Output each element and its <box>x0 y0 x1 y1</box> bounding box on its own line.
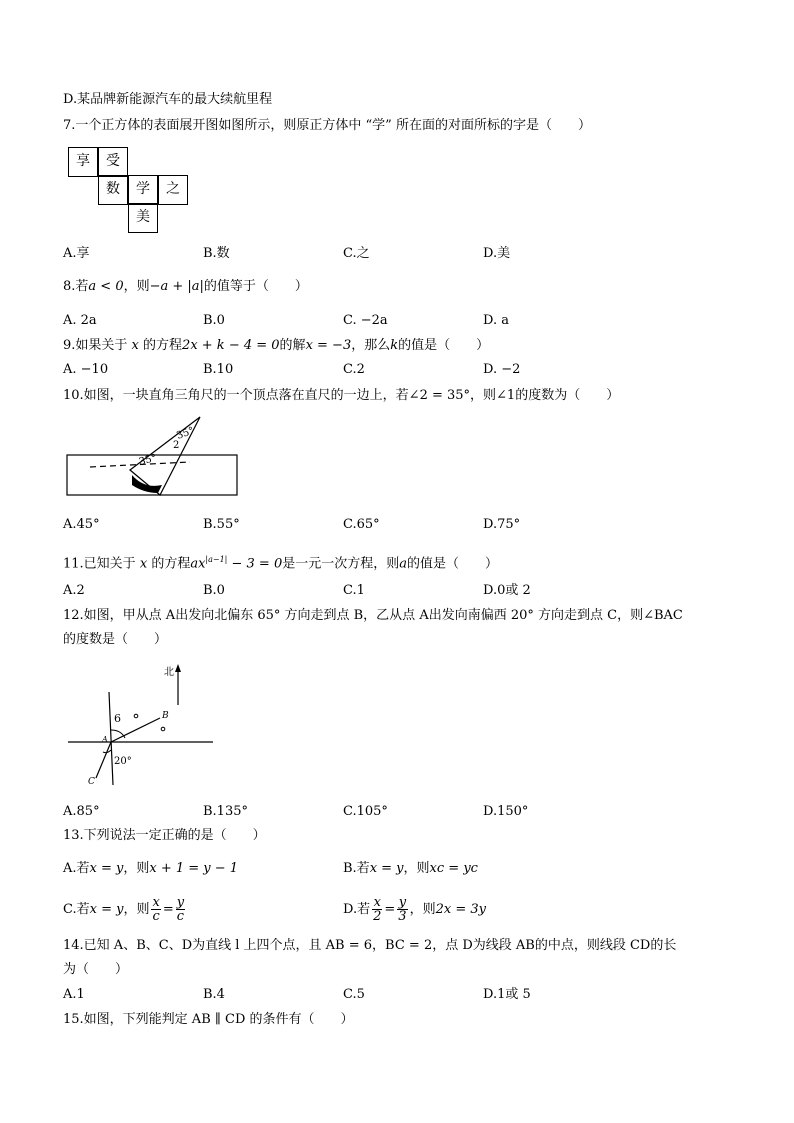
q9-option-c: C.2 <box>343 362 365 377</box>
q14-option-d: D.1或 5 <box>483 987 531 1002</box>
q12-option-d: D.150° <box>483 804 529 819</box>
q12-option-c: C.105° <box>343 804 388 819</box>
q12-stem-line2: 的度数是（ ） <box>63 632 168 647</box>
north-arrow-icon <box>175 664 181 672</box>
q9-stem: 9.如果关于 x 的方程2x + k − 4 = 0的解x = −3，那么k的值是（ ） <box>63 338 490 353</box>
q6-option-d: D.某品牌新能源汽车的最大续航里程 <box>63 92 273 107</box>
fig-label-c: C <box>88 777 95 787</box>
q9-option-a: A. −10 <box>63 362 109 377</box>
dot <box>161 727 165 731</box>
q10-option-c: C.65° <box>343 517 380 532</box>
q10-ruler-triangle-figure <box>60 415 250 505</box>
fig-label-b: B <box>162 711 169 721</box>
net-cell-3: 数 <box>98 175 128 205</box>
q8-option-a: A. 2a <box>63 313 97 328</box>
net-cell-1: 享 <box>68 147 98 177</box>
q13-option-b: B.若x = y，则xc = yc <box>343 861 478 876</box>
q8-option-c: C. −2a <box>343 313 388 328</box>
q10-option-d: D.75° <box>483 517 521 532</box>
q14-stem-line1: 14.已知 A、B、C、D为直线 l 上四个点，且 AB = 6，BC = 2，点 D为线段 AB的中点，则线段 CD的长 <box>63 938 677 953</box>
q13-option-a: A.若x = y，则x + 1 = y − 1 <box>63 861 239 876</box>
q12-direction-figure <box>68 660 218 790</box>
fig-label-6: 6 <box>114 712 121 725</box>
q7-option-d: D.美 <box>483 246 511 261</box>
q11-option-b: B.0 <box>203 583 225 598</box>
fig-label-20: 20° <box>114 756 132 767</box>
net-cell-5: 之 <box>158 175 188 205</box>
q11-option-c: C.1 <box>343 583 365 598</box>
q8-option-d: D. a <box>483 313 509 328</box>
fig-label-35-b: 35° <box>137 452 158 468</box>
q9-option-d: D. −2 <box>483 362 521 377</box>
q14-option-b: B.4 <box>203 987 225 1002</box>
ray-ac <box>96 742 111 778</box>
q7-option-b: B.数 <box>203 246 230 261</box>
q13-option-c: C.若x = y，则 $\frac{x}{c}$ = $\frac{y}{c}$ <box>63 895 185 924</box>
fig-label-35-a: 35° <box>175 425 196 442</box>
q10-stem: 10.如图，一块直角三角尺的一个顶点落在直尺的一边上，若∠2 = 35°，则∠1的度数为（ ） <box>63 388 620 403</box>
q9-option-b: B.10 <box>203 362 234 377</box>
q12-stem-line1: 12.如图，甲从点 A出发向北偏东 65° 方向走到点 B，乙从点 A出发向南偏西 20° 方向走到点 C，则∠BAC <box>63 608 683 623</box>
net-cell-6: 美 <box>128 203 158 233</box>
q14-option-a: A.1 <box>63 987 85 1002</box>
q8-option-b: B.0 <box>203 313 225 328</box>
net-cell-2: 受 <box>98 147 128 177</box>
q8-stem: 8.若a < 0，则−a + |a|的值等于（ ） <box>63 279 308 294</box>
q10-option-b: B.55° <box>203 517 240 532</box>
north-south-line <box>109 692 113 785</box>
q13-stem: 13.下列说法一定正确的是（ ） <box>63 828 266 843</box>
q11-option-a: A.2 <box>63 583 85 598</box>
q7-option-c: C.之 <box>343 246 370 261</box>
fig-label-a: A <box>102 735 108 744</box>
q7-option-a: A.享 <box>63 246 90 261</box>
q15-stem: 15.如图，下列能判定 AB ∥ CD 的条件有（ ） <box>63 1012 354 1027</box>
net-cell-4: 学 <box>128 175 158 205</box>
q14-option-c: C.5 <box>343 987 365 1002</box>
q11-option-d: D.0或 2 <box>483 583 531 598</box>
fig-label-2: 2 <box>173 440 180 451</box>
dot <box>134 714 138 718</box>
q12-option-a: A.85° <box>63 804 100 819</box>
fig-label-north: 北 <box>164 667 174 678</box>
q14-stem-line2: 为（ ） <box>63 962 129 977</box>
q11-stem: 11.已知关于 x 的方程$ax^{|a-1|} - 3 = 0$是一元一次方程，则a的值是（ ） <box>63 555 499 572</box>
q7-stem: 7.一个正方体的表面展开图如图所示，则原正方体中 “学” 所在面的对面所标的字是（ ） <box>63 118 591 133</box>
q13-option-d: D.若 $\frac{x}{2}$ = $\frac{y}{3}$ ，则2x = 3y <box>343 895 486 924</box>
q12-option-b: B.135° <box>203 804 248 819</box>
q10-option-a: A.45° <box>63 517 100 532</box>
